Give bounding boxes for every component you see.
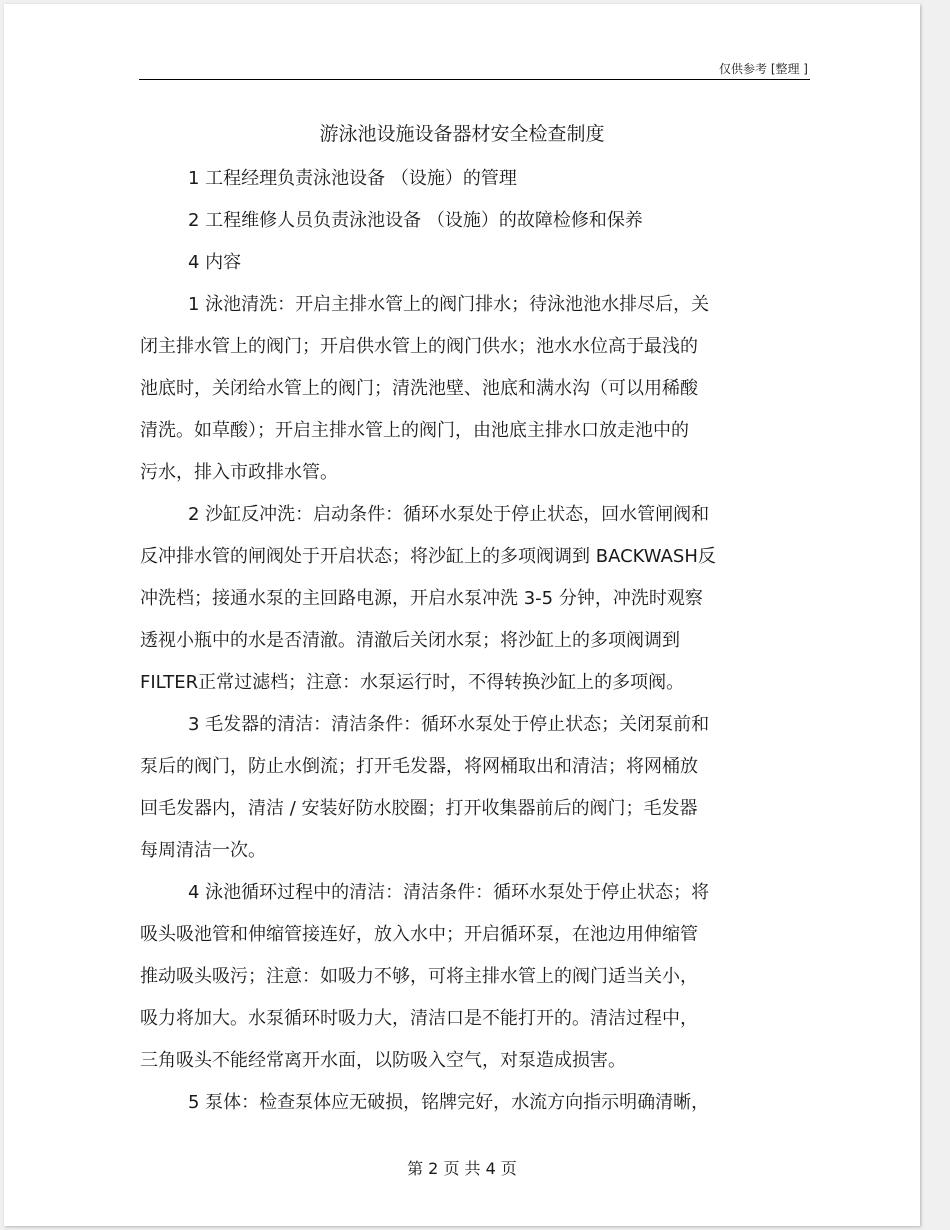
header-divider: [139, 79, 810, 80]
paragraph: 4 泳池循环过程中的清洁：清洁条件：循环水泵处于停止状态；将 吸头吸池管和伸缩管接连好，放入水中；开启循环泵，在池边用伸缩管 推动吸头吸污；注意：如吸力不够，可将主排水管上的阀门适当关小， 吸力将加大。水泵循环时吸力大，清洁口是不能打开的。清洁过程中， 三角吸头不能经常离开水面，以防吸入空气，对泵造成损害。: [140, 882, 710, 1071]
document-title: 游泳池设施设备器材安全检查制度: [319, 123, 605, 145]
page-number-footer: 第 2 页 共 4 页: [407, 1159, 517, 1178]
header-note: 仅供参考 [整理 ]: [719, 62, 808, 76]
paragraph: 1 泳池清洗：开启主排水管上的阀门排水；待泳池池水排尽后，关 闭主排水管上的阀门；开启供水管上的阀门供水；池水水位高于最浅的 池底时，关闭给水管上的阀门；清洗池壁、池底和满水沟（可以用稀酸 清洗。如草酸）；开启主排水管上的阀门，由池底主排水口放走池中的 污水，排入市政排水管。: [140, 294, 710, 483]
paragraph: 5 泵体：检查泵体应无破损，铭牌完好，水流方向指示明确清晰，: [188, 1092, 710, 1113]
document-body: [140, 158, 780, 1124]
paragraph: 1 工程经理负责泳池设备 （设施）的管理: [188, 168, 517, 189]
paragraph: 2 工程维修人员负责泳池设备 （设施）的故障检修和保养: [188, 210, 643, 231]
document-page: [4, 4, 920, 1226]
paragraph: 3 毛发器的清洁：清洁条件：循环水泵处于停止状态；关闭泵前和 泵后的阀门，防止水倒流；打开毛发器，将网桶取出和清洁；将网桶放 回毛发器内，清洁 / 安装好防水胶圈；打开收集器前后的阀门；毛发器 每周清洁一次。: [140, 714, 710, 861]
paragraph: 2 沙缸反冲洗：启动条件：循环水泵处于停止状态，回水管闸阀和 反冲排水管的闸阀处于开启状态；将沙缸上的多项阀调到 BACKWASH反 冲洗档；接通水泵的主回路电源，开启水泵冲洗 3-5 分钟，冲洗时观察 透视小瓶中的水是否清澈。清澈后关闭水泵；将沙缸上的多项阀调到 FILTER正常过滤档；注意：水泵运行时，不得转换沙缸上的多项阀。: [140, 504, 716, 693]
paragraph: 4 内容: [188, 252, 242, 273]
